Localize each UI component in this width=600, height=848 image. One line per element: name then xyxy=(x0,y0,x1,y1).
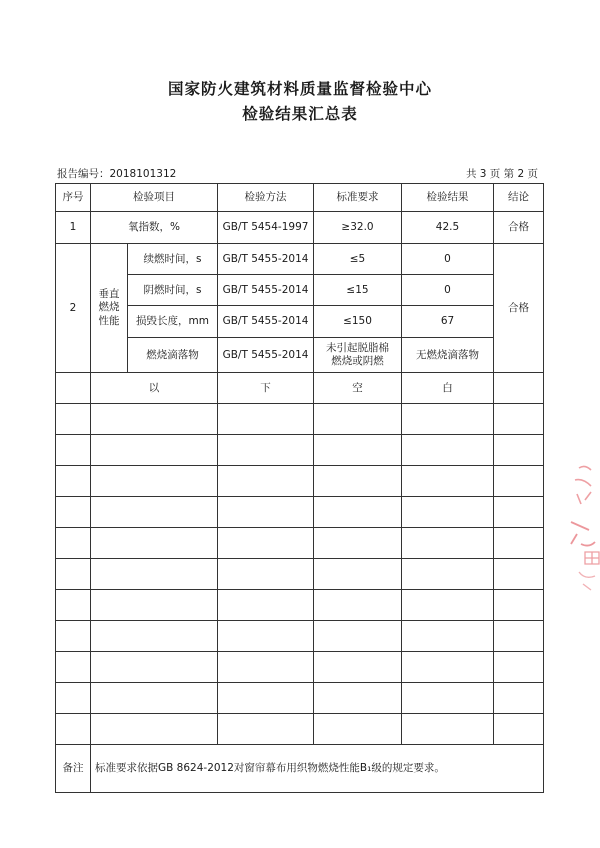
empty-cell xyxy=(314,404,402,435)
empty-cell xyxy=(494,714,544,745)
empty-cell xyxy=(402,683,494,714)
empty-cell xyxy=(56,435,91,466)
blank-marker-4: 白 xyxy=(402,373,494,404)
empty-cell xyxy=(91,683,218,714)
subrow-item: 续燃时间，s xyxy=(128,244,218,275)
empty-cell xyxy=(494,404,544,435)
row-item: 氧指数，% xyxy=(91,212,218,244)
empty-cell xyxy=(56,559,91,590)
empty-cell xyxy=(402,559,494,590)
empty-cell xyxy=(218,590,314,621)
empty-cell xyxy=(314,621,402,652)
empty-cell xyxy=(56,714,91,745)
row-result: 42.5 xyxy=(402,212,494,244)
blank-marker-row xyxy=(56,373,544,404)
empty-cell xyxy=(494,652,544,683)
empty-cell xyxy=(218,466,314,497)
note-label: 备注 xyxy=(56,745,91,793)
empty-cell xyxy=(314,590,402,621)
empty-cell xyxy=(314,435,402,466)
subrow-item: 阴燃时间，s xyxy=(128,275,218,306)
empty-row xyxy=(56,621,544,652)
header-method: 检验方法 xyxy=(218,184,314,212)
subrow-method: GB/T 5455-2014 xyxy=(218,306,314,338)
empty-cell xyxy=(91,621,218,652)
document-subtitle: 检验结果汇总表 xyxy=(242,105,358,123)
subrow-requirement: ≤150 xyxy=(314,306,402,338)
empty-cell xyxy=(494,590,544,621)
subrow-requirement-cell xyxy=(314,338,402,373)
row-group: 垂直燃烧性能 xyxy=(98,288,120,327)
empty-cell xyxy=(56,404,91,435)
empty-row xyxy=(56,466,544,497)
empty-cell xyxy=(402,590,494,621)
empty-cell xyxy=(494,559,544,590)
empty-cell xyxy=(91,652,218,683)
subrow-item: 燃烧滴落物 xyxy=(128,338,218,373)
document-title: 国家防火建筑材料质量监督检验中心 xyxy=(167,80,432,98)
empty-row xyxy=(56,590,544,621)
empty-row xyxy=(56,714,544,745)
subrow-requirement: ≤5 xyxy=(314,244,402,275)
empty-cell xyxy=(56,683,91,714)
page-info: 共 3 页 第 2 页 xyxy=(465,168,538,180)
empty-row xyxy=(56,559,544,590)
empty-cell xyxy=(218,621,314,652)
empty-cell xyxy=(494,466,544,497)
subrow-result: 0 xyxy=(402,275,494,306)
empty-cell xyxy=(314,683,402,714)
subrow-item: 损毁长度，mm xyxy=(128,306,218,338)
blank-marker-3: 空 xyxy=(314,373,402,404)
subrow-result: 0 xyxy=(402,244,494,275)
empty-row xyxy=(56,683,544,714)
empty-cell xyxy=(91,714,218,745)
empty-row xyxy=(56,528,544,559)
empty-cell xyxy=(314,497,402,528)
empty-cell xyxy=(56,652,91,683)
table-row xyxy=(56,244,544,275)
row-conclusion: 合格 xyxy=(494,212,544,244)
subrow-method: GB/T 5455-2014 xyxy=(218,244,314,275)
empty-cell xyxy=(91,404,218,435)
subrow-method: GB/T 5455-2014 xyxy=(218,338,314,373)
empty-cell xyxy=(91,590,218,621)
empty-cell xyxy=(314,652,402,683)
official-seal-fragment xyxy=(565,460,600,600)
empty-cell xyxy=(91,559,218,590)
subrow-requirement: 未引起脱脂棉燃烧或阴燃 xyxy=(326,342,389,367)
empty-cell xyxy=(56,497,91,528)
header-requirement: 标准要求 xyxy=(314,184,402,212)
empty-cell xyxy=(402,621,494,652)
row-no: 2 xyxy=(56,244,91,373)
header-result: 检验结果 xyxy=(402,184,494,212)
empty-cell xyxy=(56,466,91,497)
report-number: 报告编号：2018101312 xyxy=(57,168,177,180)
empty-cell xyxy=(402,528,494,559)
table-header-row xyxy=(56,184,544,212)
empty-cell xyxy=(314,559,402,590)
empty-cell xyxy=(494,528,544,559)
row-method: GB/T 5454-1997 xyxy=(218,212,314,244)
empty-cell xyxy=(218,497,314,528)
empty-cell xyxy=(494,435,544,466)
empty-row xyxy=(56,497,544,528)
empty-cell xyxy=(218,435,314,466)
subrow-result: 无燃烧滴落物 xyxy=(402,338,494,373)
row-conclusion: 合格 xyxy=(494,244,544,373)
empty-cell xyxy=(402,652,494,683)
empty-cell xyxy=(218,559,314,590)
row-requirement: ≥32.0 xyxy=(314,212,402,244)
table-row xyxy=(56,212,544,244)
header-no: 序号 xyxy=(56,184,91,212)
empty-cell xyxy=(494,621,544,652)
empty-cell xyxy=(218,528,314,559)
empty-cell xyxy=(91,497,218,528)
empty-cell xyxy=(91,435,218,466)
subrow-result: 67 xyxy=(402,306,494,338)
empty-cell xyxy=(494,373,544,404)
subrow-method: GB/T 5455-2014 xyxy=(218,275,314,306)
empty-cell xyxy=(314,528,402,559)
results-table xyxy=(55,183,544,793)
header-conclusion: 结论 xyxy=(494,184,544,212)
empty-cell xyxy=(56,621,91,652)
empty-cell xyxy=(218,652,314,683)
empty-cell xyxy=(218,714,314,745)
empty-cell xyxy=(91,528,218,559)
empty-cell xyxy=(402,435,494,466)
empty-cell xyxy=(56,528,91,559)
empty-row xyxy=(56,652,544,683)
empty-row xyxy=(56,435,544,466)
note-row xyxy=(56,745,544,793)
empty-cell xyxy=(56,590,91,621)
empty-cell xyxy=(402,404,494,435)
empty-cell xyxy=(218,683,314,714)
empty-cell xyxy=(91,466,218,497)
subrow-requirement: ≤15 xyxy=(314,275,402,306)
empty-cell xyxy=(314,714,402,745)
empty-cell xyxy=(402,466,494,497)
header-item: 检验项目 xyxy=(91,184,218,212)
table-row xyxy=(56,338,544,373)
blank-marker-2: 下 xyxy=(218,373,314,404)
empty-cell xyxy=(402,497,494,528)
empty-cell xyxy=(314,466,402,497)
row-group-cell xyxy=(91,244,128,373)
empty-cell xyxy=(218,404,314,435)
row-no: 1 xyxy=(56,212,91,244)
table-row xyxy=(56,306,544,338)
empty-row xyxy=(56,404,544,435)
empty-cell xyxy=(494,497,544,528)
empty-cell xyxy=(494,683,544,714)
empty-cell xyxy=(56,373,91,404)
blank-marker-1: 以 xyxy=(91,373,218,404)
note-text: 标准要求依据GB 8624-2012对窗帘幕布用织物燃烧性能B₁级的规定要求。 xyxy=(91,745,544,793)
empty-cell xyxy=(402,714,494,745)
table-row xyxy=(56,275,544,306)
